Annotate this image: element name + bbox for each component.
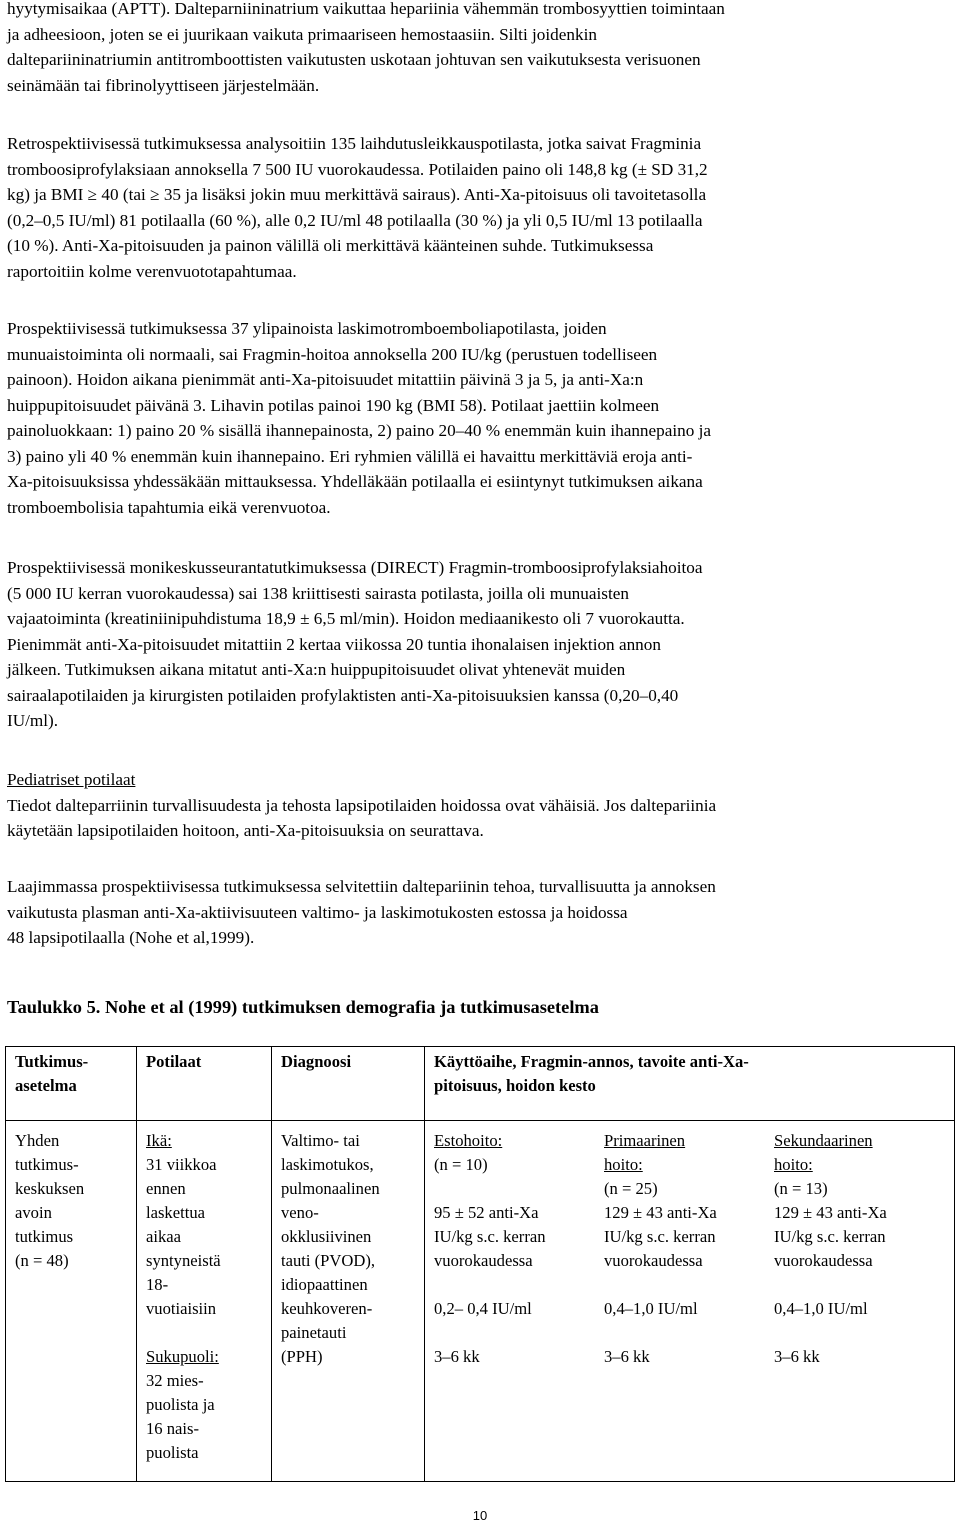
text-line: ja adheesioon, joten se ei juurikaan vaikuta primaariseen hemostaasiin. Silti joidenkin [7, 24, 597, 44]
text-line: (10 %). Anti-Xa-pitoisuuden ja painon välillä oli merkittävä käänteinen suhde. Tutkimuksessa [7, 236, 654, 255]
cell-text: laskimotukos, [281, 1155, 374, 1174]
cell-text: 3–6 kk [774, 1347, 820, 1366]
cell-text: 0,2– 0,4 IU/ml [434, 1299, 532, 1318]
text-line: sairaalapotilaiden ja kirurgisten potilaiden profylaktisten anti-Xa-pitoisuuksien kanssa (0,20–0,40 [7, 685, 679, 705]
cell-text: Valtimo- tai [281, 1131, 360, 1150]
prevention-title: Estohoito: [434, 1131, 503, 1150]
text-line: hyytymisaikaa (APTT). Dalteparniininatrium vaikuttaa hepariinia vähemmän trombosyyttien toimintaan [7, 0, 725, 18]
cell-text: 16 nais- [146, 1419, 199, 1438]
header-indication [425, 1047, 955, 1121]
header-text: Tutkimus- [15, 1052, 89, 1071]
paragraph-mechanism [7, 0, 952, 98]
secondary-title: hoito: [774, 1155, 813, 1174]
spacer [146, 1321, 262, 1345]
text-line: munuaistoiminta oli normaali, sai Fragmin-hoitoa annoksella 200 IU/kg (perustuen todelliseen [7, 344, 658, 364]
text-line: vaikutusta plasman anti-Xa-aktiivisuuteen valtimo- ja laskimotukosten estossa ja hoidossa [7, 902, 628, 922]
cell-indication [425, 1121, 955, 1482]
sex-label: Sukupuoli: [146, 1347, 219, 1366]
cell-text: keskuksen [15, 1179, 85, 1198]
text-line: Prospektiivisessä monikeskusseurantatutkimuksessa (DIRECT) Fragmin-tromboosiprofylaksiahoitoa [7, 558, 703, 577]
text-line: Laajimmassa prospektiivisessa tutkimuksessa selvitettiin daltepariinin tehoa, turvallisuutta ja annoksen [7, 877, 716, 896]
cell-text: tauti (PVOD), [281, 1251, 376, 1270]
paragraph-pediatric [7, 767, 952, 844]
cell-text: keuhkoveren- [281, 1299, 373, 1318]
cell-text: okklusiivinen [281, 1227, 372, 1246]
cell-text: vuorokaudessa [774, 1251, 873, 1270]
primary-title: hoito: [604, 1155, 643, 1174]
spacer [434, 1321, 594, 1345]
cell-text: (n = 10) [434, 1155, 488, 1174]
cell-text: painetauti [281, 1323, 347, 1342]
cell-text: avoin [15, 1203, 52, 1222]
spacer [434, 1177, 594, 1201]
cell-text: ennen [146, 1179, 186, 1198]
spacer [604, 1321, 764, 1345]
cell-text: 129 ± 43 anti-Xa [604, 1203, 717, 1222]
section-heading-pediatric: Pediatriset potilaat [7, 770, 136, 789]
paragraph-retrospective-study [7, 131, 952, 284]
cell-patients [137, 1121, 272, 1482]
text-line: daltepariininatriumin antitromboottisten vaikutusten uskotaan johtuvan sen vaikutuksesta verisuonen [7, 50, 701, 69]
paragraph-prospective-obese-study [7, 316, 952, 520]
cell-text: idiopaattinen [281, 1275, 368, 1294]
text-line: huippupitoisuudet päivänä 3. Lihavin potilas painoi 190 kg (BMI 58). Potilaat jaettiin kolmeen [7, 395, 660, 415]
header-text: asetelma [15, 1076, 77, 1095]
text-line: jälkeen. Tutkimuksen aikana mitatut anti-Xa:n huippupitoisuudet olivat yhtenevät muiden [7, 660, 626, 679]
cell-text: tutkimus- [15, 1155, 79, 1174]
cell-text: 32 mies- [146, 1371, 204, 1390]
text-line: seinämään tai fibrinolyyttiseen järjestelmään. [7, 75, 320, 95]
text-line: Tiedot dalteparriinin turvallisuudesta ja tehosta lapsipotilaiden hoidossa ovat vähäisiä. Jos daltepariinia [7, 795, 717, 815]
text-line: (0,2–0,5 IU/ml) 81 potilaalla (60 %), alle 0,2 IU/ml 48 potilaalla (30 %) ja yli 0,5 IU/ml 13 potilaalla [7, 210, 703, 230]
study-table [5, 1046, 954, 1469]
text-line: tromboembolisia tapahtumia eikä verenvuotoa. [7, 497, 331, 517]
cell-text: 31 viikkoa [146, 1155, 217, 1174]
cell-text: (n = 13) [774, 1179, 828, 1198]
cell-text: pulmonaalinen [281, 1179, 380, 1198]
text-line: 3) paino yli 40 % enemmän kuin ihannepaino. Eri ryhmien välillä ei havaittu merkittäviä eroja anti- [7, 446, 693, 466]
cell-text: 0,4–1,0 IU/ml [774, 1299, 868, 1318]
cell-text: vuorokaudessa [434, 1251, 533, 1270]
cell-text: puolista ja [146, 1395, 215, 1414]
text-line: kg) ja BMI ≥ 40 (tai ≥ 35 ja lisäksi jokin muu merkittävä sairaus). Anti-Xa-pitoisuus oli tavoitetasolla [7, 185, 707, 204]
secondary-block [774, 1129, 934, 1369]
cell-text: syntyneistä [146, 1251, 221, 1270]
cell-text: 0,4–1,0 IU/ml [604, 1299, 698, 1318]
page-number: 10 [472, 1508, 488, 1523]
cell-text: 3–6 kk [604, 1347, 650, 1366]
cell-text: 129 ± 43 anti-Xa [774, 1203, 887, 1222]
cell-design [6, 1121, 137, 1482]
cell-text: 18- [146, 1275, 169, 1294]
header-design [6, 1047, 137, 1121]
age-label: Ikä: [146, 1131, 172, 1150]
cell-text: (n = 48) [15, 1251, 69, 1270]
cell-text: IU/kg s.c. kerran [604, 1227, 716, 1246]
cell-text: veno- [281, 1203, 319, 1222]
cell-text: vuotiaisiin [146, 1299, 217, 1318]
spacer [604, 1273, 764, 1297]
text-line: Retrospektiivisessä tutkimuksessa analysoitiin 135 laihdutusleikkauspotilasta, jotka saivat Fragminia [7, 134, 702, 153]
cell-diagnosis [272, 1121, 425, 1482]
primary-title: Primaarinen [604, 1131, 686, 1150]
header-text: Käyttöaihe, Fragmin-annos, tavoite anti-Xa- [434, 1052, 749, 1071]
primary-block [604, 1129, 764, 1369]
cell-text: aikaa [146, 1227, 182, 1246]
cell-text: 3–6 kk [434, 1347, 480, 1366]
prevention-block [434, 1129, 594, 1369]
cell-text: IU/kg s.c. kerran [434, 1227, 546, 1246]
paragraph-nohe-study [7, 874, 952, 951]
spacer [434, 1273, 594, 1297]
table-caption: Taulukko 5. Nohe et al (1999) tutkimuksen demografia ja tutkimusasetelma [7, 997, 599, 1017]
text-line: 48 lapsipotilaalla (Nohe et al,1999). [7, 928, 255, 947]
text-line: vajaatoiminta (kreatiniinipuhdistuma 18,9 ± 6,5 ml/min). Hoidon mediaanikesto oli 7 vuorokautta. [7, 609, 685, 628]
cell-text: Yhden [15, 1131, 60, 1150]
header-diagnosis: Diagnoosi [272, 1047, 425, 1121]
cell-text: (n = 25) [604, 1179, 658, 1198]
text-line: tromboosiprofylaksiaan annoksella 7 500 IU vuorokaudessa. Potilaiden paino oli 148,8 kg (± SD 31,2 [7, 159, 708, 179]
text-line: Prospektiivisessä tutkimuksessa 37 ylipainoista laskimotromboemboliapotilasta, joiden [7, 319, 607, 338]
paragraph-direct-study [7, 555, 952, 734]
text-line: painoluokkaan: 1) paino 20 % sisällä ihannepainosta, 2) paino 20–40 % enemmän kuin ihannepaino ja [7, 421, 712, 440]
text-line: raportoitiin kolme verenvuototapahtumaa. [7, 261, 297, 281]
cell-text: laskettua [146, 1203, 205, 1222]
table-row [6, 1121, 955, 1482]
secondary-title: Sekundaarinen [774, 1131, 873, 1150]
text-line: IU/ml). [7, 711, 59, 730]
header-text: pitoisuus, hoidon kesto [434, 1076, 596, 1095]
cell-text: IU/kg s.c. kerran [774, 1227, 886, 1246]
text-line: Pienimmät anti-Xa-pitoisuudet mitattiin 2 kertaa viikossa 20 tuntia ihonalaisen injektion annon [7, 634, 661, 654]
text-line: painoon). Hoidon aikana pienimmät anti-Xa-pitoisuudet mitattiin päivinä 3 ja 5, ja anti-Xa:n [7, 370, 644, 389]
spacer [774, 1273, 934, 1297]
cell-text: vuorokaudessa [604, 1251, 703, 1270]
cell-text: puolista [146, 1443, 199, 1462]
text-line: käytetään lapsipotilaiden hoitoon, anti-Xa-pitoisuuksia on seurattava. [7, 821, 484, 840]
text-line: (5 000 IU kerran vuorokaudessa) sai 138 kriittisesti sairasta potilasta, joilla oli munuaisten [7, 583, 629, 603]
cell-text: tutkimus [15, 1227, 74, 1246]
text-line: Xa-pitoisuuksissa yhdessäkään mittauksessa. Yhdelläkään potilaalla ei esiintynyt tutkimuksen aikana [7, 472, 703, 491]
spacer [774, 1321, 934, 1345]
cell-text: (PPH) [281, 1347, 323, 1366]
header-patients: Potilaat [137, 1047, 272, 1121]
table-header-row [6, 1047, 955, 1121]
cell-text: 95 ± 52 anti-Xa [434, 1203, 539, 1222]
